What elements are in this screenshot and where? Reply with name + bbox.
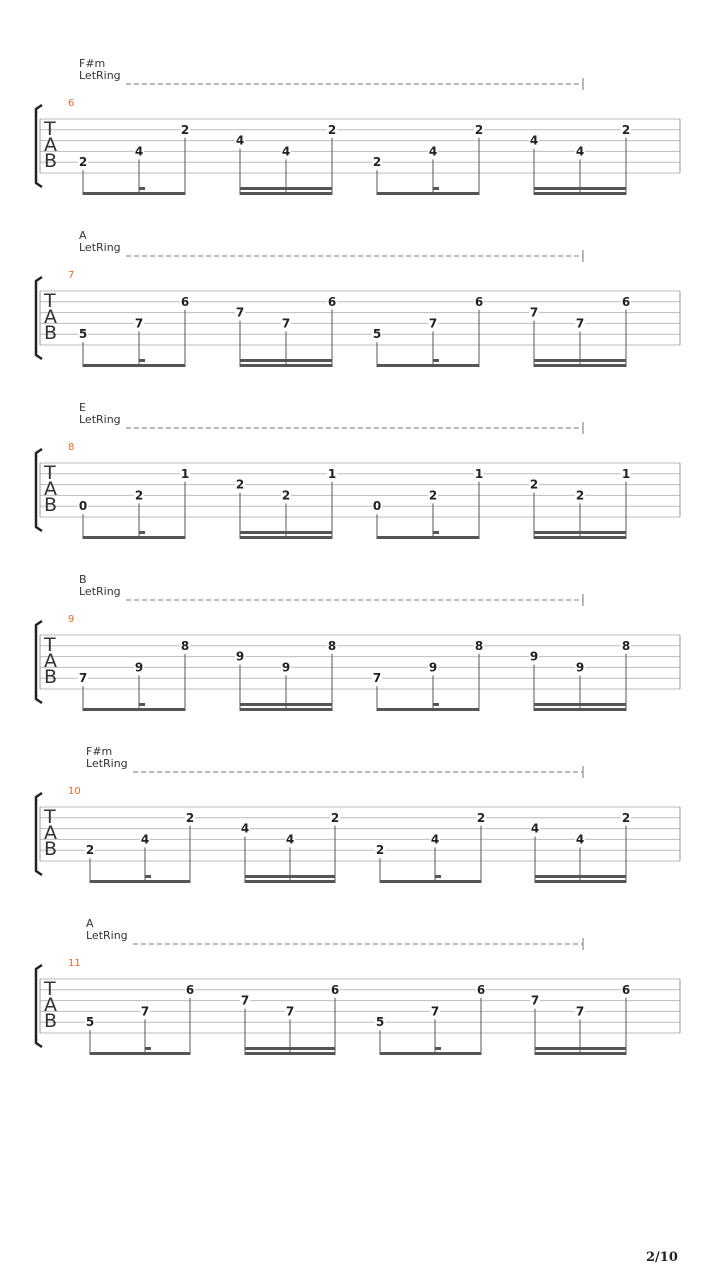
tab-clef-letter: B: [44, 1010, 58, 1032]
fret-number: 0: [372, 499, 382, 514]
beam-secondary: [245, 875, 335, 878]
beam-secondary: [534, 531, 626, 534]
fret-number: 8: [621, 638, 631, 653]
beam-primary: [240, 536, 332, 539]
tab-clef-letter: A: [44, 478, 57, 500]
beam-primary: [534, 708, 626, 711]
beam-primary: [377, 708, 479, 711]
tab-clef-letter: B: [44, 322, 58, 344]
fret-number: 7: [235, 305, 245, 320]
fret-number: 2: [281, 488, 291, 503]
tab-system-7: [36, 229, 680, 367]
fret-number: 1: [327, 466, 337, 481]
fret-number: 4: [235, 133, 245, 148]
system-bracket: [36, 621, 42, 703]
fret-number: 2: [180, 122, 190, 137]
fret-number: 7: [285, 1004, 295, 1019]
fret-number: 4: [430, 832, 440, 847]
fret-number: 7: [428, 316, 438, 331]
fret-number: 2: [372, 155, 382, 170]
fret-number: 5: [372, 327, 382, 342]
beam-primary: [83, 708, 185, 711]
fret-number: 7: [281, 316, 291, 331]
chord-name: F#m: [86, 745, 113, 758]
fret-number: 9: [281, 660, 291, 675]
beam-secondary: [534, 359, 626, 362]
fret-number: 2: [327, 122, 337, 137]
beam-primary: [245, 1052, 335, 1055]
beam-primary: [83, 536, 185, 539]
tab-clef-letter: T: [44, 462, 56, 484]
fret-number: 8: [180, 638, 190, 653]
tab-system-8: [36, 401, 680, 539]
tab-clef-letter: T: [44, 806, 56, 828]
beam-primary: [380, 880, 481, 883]
tab-clef-letter: A: [44, 822, 57, 844]
let-ring-label: LetRing: [79, 585, 121, 598]
fret-number: 6: [185, 982, 195, 997]
tab-system-10: [36, 745, 680, 883]
beam-primary: [83, 192, 185, 195]
fret-number: 4: [529, 133, 539, 148]
measure-number: 11: [68, 958, 81, 969]
beam-stub: [433, 531, 439, 534]
beam-stub: [139, 531, 145, 534]
fret-number: 9: [575, 660, 585, 675]
fret-number: 5: [78, 327, 88, 342]
fret-number: 4: [530, 821, 540, 836]
beam-secondary: [535, 1047, 626, 1050]
measure-number: 7: [68, 270, 75, 281]
tab-clef-letter: T: [44, 978, 56, 1000]
beam-primary: [535, 1052, 626, 1055]
system-bracket: [36, 793, 42, 875]
fret-number: 1: [621, 466, 631, 481]
fret-number: 8: [327, 638, 337, 653]
tab-clef-letter: T: [44, 118, 56, 140]
fret-number: 2: [621, 122, 631, 137]
beam-primary: [240, 192, 332, 195]
fret-number: 4: [575, 144, 585, 159]
beam-secondary: [245, 1047, 335, 1050]
tab-system-6: [36, 57, 680, 195]
chord-name: F#m: [79, 57, 106, 70]
tab-clef-letter: A: [44, 134, 57, 156]
measure-number: 6: [68, 98, 75, 109]
beam-secondary: [534, 187, 626, 190]
beam-secondary: [240, 531, 332, 534]
fret-number: 7: [134, 316, 144, 331]
fret-number: 7: [140, 1004, 150, 1019]
chord-name: E: [79, 401, 86, 414]
let-ring-label: LetRing: [86, 757, 128, 770]
tab-clef-letter: B: [44, 494, 58, 516]
fret-number: 4: [575, 832, 585, 847]
let-ring-label: LetRing: [79, 241, 121, 254]
fret-number: 6: [621, 982, 631, 997]
beam-stub: [433, 359, 439, 362]
beam-primary: [380, 1052, 481, 1055]
chord-name: B: [79, 573, 87, 586]
tab-clef-letter: B: [44, 838, 58, 860]
fret-number: 7: [372, 671, 382, 686]
fret-number: 2: [474, 122, 484, 137]
fret-number: 2: [185, 810, 195, 825]
system-bracket: [36, 277, 42, 359]
fret-number: 2: [428, 488, 438, 503]
tab-clef-letter: T: [44, 290, 56, 312]
fret-number: 6: [327, 294, 337, 309]
fret-number: 2: [235, 477, 245, 492]
fret-number: 7: [575, 316, 585, 331]
tab-system-9: [36, 573, 680, 711]
fret-number: 9: [235, 649, 245, 664]
fret-number: 9: [134, 660, 144, 675]
beam-primary: [377, 192, 479, 195]
fret-number: 7: [530, 993, 540, 1008]
fret-number: 4: [240, 821, 250, 836]
beam-primary: [245, 880, 335, 883]
fret-number: 9: [428, 660, 438, 675]
fret-number: 2: [78, 155, 88, 170]
beam-stub: [139, 703, 145, 706]
fret-number: 6: [474, 294, 484, 309]
fret-number: 7: [529, 305, 539, 320]
beam-secondary: [240, 703, 332, 706]
tab-clef-letter: A: [44, 994, 57, 1016]
fret-number: 2: [330, 810, 340, 825]
page-number: 2/10: [646, 1250, 678, 1265]
fret-number: 6: [180, 294, 190, 309]
beam-primary: [83, 364, 185, 367]
beam-stub: [433, 187, 439, 190]
beam-primary: [534, 364, 626, 367]
beam-secondary: [535, 875, 626, 878]
fret-number: 6: [330, 982, 340, 997]
tab-clef-letter: T: [44, 634, 56, 656]
fret-number: 2: [621, 810, 631, 825]
fret-number: 1: [474, 466, 484, 481]
beam-primary: [90, 880, 190, 883]
let-ring-label: LetRing: [79, 69, 121, 82]
fret-number: 2: [85, 843, 95, 858]
chord-name: A: [79, 229, 87, 242]
fret-number: 7: [240, 993, 250, 1008]
fret-number: 4: [140, 832, 150, 847]
system-bracket: [36, 449, 42, 531]
beam-secondary: [240, 359, 332, 362]
beam-primary: [240, 364, 332, 367]
beam-secondary: [240, 187, 332, 190]
chord-name: A: [86, 917, 94, 930]
beam-stub: [433, 703, 439, 706]
beam-stub: [139, 359, 145, 362]
beam-stub: [145, 1047, 151, 1050]
fret-number: 9: [529, 649, 539, 664]
measure-number: 9: [68, 614, 75, 625]
beam-stub: [145, 875, 151, 878]
fret-number: 6: [476, 982, 486, 997]
fret-number: 2: [134, 488, 144, 503]
beam-stub: [435, 1047, 441, 1050]
beam-primary: [377, 536, 479, 539]
beam-primary: [90, 1052, 190, 1055]
fret-number: 0: [78, 499, 88, 514]
fret-number: 8: [474, 638, 484, 653]
fret-number: 7: [78, 671, 88, 686]
measure-number: 10: [68, 786, 81, 797]
fret-number: 7: [575, 1004, 585, 1019]
fret-number: 2: [575, 488, 585, 503]
fret-number: 2: [529, 477, 539, 492]
fret-number: 4: [428, 144, 438, 159]
beam-secondary: [534, 703, 626, 706]
fret-number: 7: [430, 1004, 440, 1019]
fret-number: 4: [281, 144, 291, 159]
let-ring-label: LetRing: [86, 929, 128, 942]
fret-number: 4: [285, 832, 295, 847]
fret-number: 1: [180, 466, 190, 481]
let-ring-label: LetRing: [79, 413, 121, 426]
fret-number: 5: [85, 1015, 95, 1030]
beam-primary: [377, 364, 479, 367]
fret-number: 2: [476, 810, 486, 825]
beam-stub: [435, 875, 441, 878]
tab-clef-letter: B: [44, 666, 58, 688]
fret-number: 5: [375, 1015, 385, 1030]
system-bracket: [36, 965, 42, 1047]
beam-primary: [240, 708, 332, 711]
beam-primary: [534, 192, 626, 195]
tab-clef-letter: A: [44, 650, 57, 672]
tab-clef-letter: A: [44, 306, 57, 328]
beam-primary: [534, 536, 626, 539]
fret-number: 6: [621, 294, 631, 309]
fret-number: 2: [375, 843, 385, 858]
fret-number: 4: [134, 144, 144, 159]
beam-stub: [139, 187, 145, 190]
measure-number: 8: [68, 442, 75, 453]
system-bracket: [36, 105, 42, 187]
tab-system-11: [36, 917, 680, 1055]
tab-clef-letter: B: [44, 150, 58, 172]
beam-primary: [535, 880, 626, 883]
